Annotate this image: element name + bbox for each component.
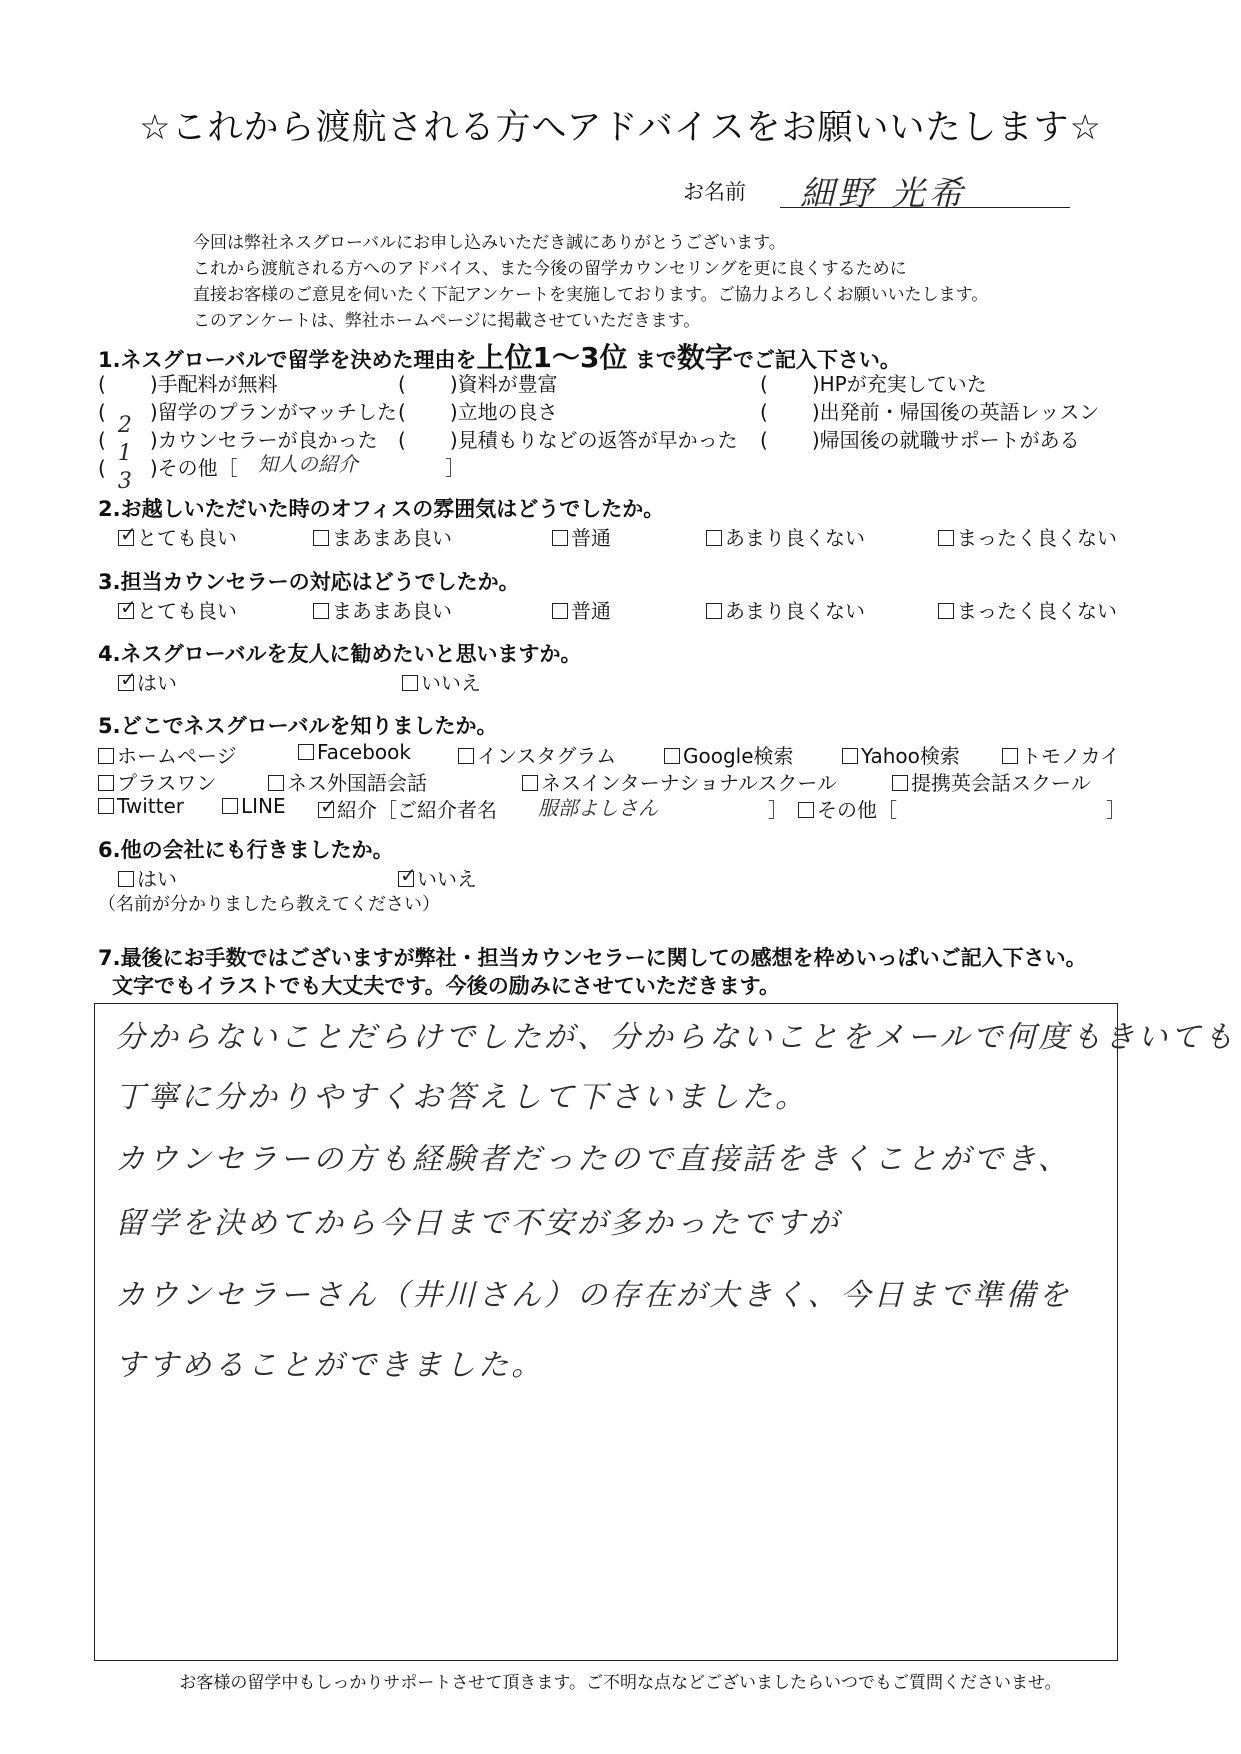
q3-option-very-good[interactable]: ✓とても良い <box>118 595 237 624</box>
q5-option-google[interactable]: Google検索 <box>664 740 794 769</box>
q3-option-not-good[interactable]: あまり良くない <box>706 595 865 624</box>
q5-option-plusone[interactable]: プラスワン <box>98 767 216 796</box>
checkbox[interactable] <box>842 748 858 764</box>
q2-option-not-good[interactable]: あまり良くない <box>706 522 865 551</box>
q5-referrer-value[interactable]: 服部よしさん <box>538 796 658 820</box>
checkbox[interactable] <box>664 748 680 764</box>
q4-option-no[interactable]: いいえ <box>402 667 481 696</box>
comment-line: すすめることができました。 <box>115 1348 545 1383</box>
comment-line: カウンセラーの方も経験者だったので直接話をきくことができ、 <box>115 1142 1071 1177</box>
intro-line: 今回は弊社ネスグローバルにお申し込みいただき誠にありがとうございます。 <box>193 233 786 253</box>
q5-other-close: ］ <box>1106 798 1126 822</box>
checkbox-checked[interactable] <box>318 802 334 818</box>
q5-option-partner-school[interactable]: 提携英会話スクール <box>892 767 1091 796</box>
checkbox-checked[interactable] <box>118 675 134 691</box>
q1-other-close: ］ <box>445 456 465 480</box>
checkbox[interactable] <box>552 530 568 546</box>
q5-option-line[interactable]: LINE <box>222 794 286 818</box>
q5-option-other[interactable]: その他［ <box>798 794 897 823</box>
checkbox[interactable] <box>938 603 954 619</box>
checkbox[interactable] <box>98 775 114 791</box>
checkbox-checked[interactable] <box>118 603 134 619</box>
question-2-label: 2.お越しいただいた時のオフィスの雰囲気はどうでしたか。 <box>98 497 665 521</box>
checkbox[interactable] <box>938 530 954 546</box>
intro-line: これから渡航される方へのアドバイス、また今後の留学カウンセリングを更に良くするために <box>193 259 907 279</box>
question-6-label: 6.他の会社にも行きましたか。 <box>98 838 394 862</box>
q1-option[interactable]: ( )資料が豊富 <box>398 372 558 396</box>
q3-option-fairly-good[interactable]: まあまあ良い <box>313 595 452 624</box>
q1-option[interactable]: ( )帰国後の就職サポートがある <box>760 428 1080 452</box>
q1-option[interactable]: ( )出発前・帰国後の英語レッスン <box>760 400 1100 424</box>
q1-option[interactable]: ( 1 )カウンセラーが良かった <box>98 428 378 466</box>
q6-note: （名前が分かりましたら教えてください） <box>98 894 440 915</box>
intro-line: 直接お客様のご意見を伺いたく下記アンケートを実施しております。ご協力よろしくお願いいたします。 <box>193 285 989 305</box>
name-value[interactable]: 細野 光希 <box>800 174 967 214</box>
checkbox-checked[interactable] <box>118 530 134 546</box>
q1-option[interactable]: ( )立地の良さ <box>398 400 558 424</box>
q5-option-tomonokai[interactable]: トモノカイ <box>1002 740 1120 769</box>
checkbox[interactable] <box>1002 748 1018 764</box>
comment-line: 丁寧に分かりやすくお答えして下さいました。 <box>115 1080 808 1115</box>
q5-option-facebook[interactable]: Facebook <box>298 740 411 764</box>
checkbox[interactable] <box>313 603 329 619</box>
question-3-label: 3.担当カウンセラーの対応はどうでしたか。 <box>98 570 520 594</box>
q2-option-fairly-good[interactable]: まあまあ良い <box>313 522 452 551</box>
checkbox[interactable] <box>706 530 722 546</box>
q2-option-very-good[interactable]: ✓とても良い <box>118 522 237 551</box>
q5-option-referral[interactable]: ✓ 紹介［ご紹介者名 <box>318 794 497 823</box>
q6-option-no[interactable]: ✓ いいえ <box>398 863 477 892</box>
checkbox[interactable] <box>222 798 238 814</box>
q5-option-homepage[interactable]: ホームページ <box>98 740 237 769</box>
q6-option-yes[interactable]: はい <box>118 863 177 892</box>
question-7-sublabel: 文字でもイラストでも大丈夫です。今後の励みにさせていただきます。 <box>112 974 781 998</box>
checkbox[interactable] <box>98 748 114 764</box>
checkbox[interactable] <box>458 748 474 764</box>
page-title: ☆これから渡航される方へアドバイスをお願いいたします☆ <box>139 108 1102 148</box>
q5-option-ness-language[interactable]: ネス外国語会話 <box>268 767 427 796</box>
q1-option[interactable]: ( 2 )留学のプランがマッチした <box>98 400 397 438</box>
checkbox[interactable] <box>98 798 114 814</box>
checkbox[interactable] <box>268 775 284 791</box>
checkbox[interactable] <box>892 775 908 791</box>
q5-referrer-close: ］ <box>768 798 788 822</box>
q5-option-twitter[interactable]: Twitter <box>98 794 184 818</box>
question-5-label: 5.どこでネスグローバルを知りましたか。 <box>98 714 498 738</box>
question-7-label: 7.最後にお手数ではございますが弊社・担当カウンセラーに関しての感想を枠めいっぱいご記入下さい。 <box>98 946 1087 970</box>
footer-note: お客様の留学中もしっかりサポートさせて頂きます。ご不明な点などございましたらいつでもご質問くださいませ。 <box>179 1673 1062 1693</box>
q1-other-value[interactable]: 知人の紹介 <box>258 452 358 476</box>
q3-option-normal[interactable]: 普通 <box>552 595 611 624</box>
q1-option[interactable]: ( )見積もりなどの返答が早かった <box>398 428 738 452</box>
checkbox[interactable] <box>298 744 314 760</box>
q2-option-very-bad[interactable]: まったく良くない <box>938 522 1117 551</box>
comment-line: カウンセラーさん（井川さん）の存在が大きく、今日まで準備を <box>115 1278 1072 1313</box>
q5-option-yahoo[interactable]: Yahoo検索 <box>842 740 960 769</box>
checkbox[interactable] <box>706 603 722 619</box>
question-4-label: 4.ネスグローバルを友人に勧めたいと思いますか。 <box>98 642 582 666</box>
checkbox[interactable] <box>798 802 814 818</box>
intro-line: このアンケートは、弊社ホームページに掲載させていただきます。 <box>193 311 701 331</box>
q2-option-normal[interactable]: 普通 <box>552 522 611 551</box>
question-1-label: 1.ネスグローバルで留学を決めた理由を上位1～3位 まで数字でご記入下さい。 <box>98 341 901 374</box>
checkbox[interactable] <box>118 871 134 887</box>
q5-option-ness-international[interactable]: ネスインターナショナルスクール <box>522 767 837 796</box>
checkbox[interactable] <box>313 530 329 546</box>
q3-option-very-bad[interactable]: まったく良くない <box>938 595 1117 624</box>
checkbox[interactable] <box>402 675 418 691</box>
q4-option-yes[interactable]: ✓はい <box>118 667 177 696</box>
checkbox[interactable] <box>522 775 538 791</box>
q1-other-option[interactable]: ( 3 )その他［ <box>98 456 238 494</box>
comment-line: 留学を決めてから今日まで不安が多かったですが <box>115 1206 841 1241</box>
q1-option[interactable]: ( )手配料が無料 <box>98 372 278 396</box>
q5-option-instagram[interactable]: インスタグラム <box>458 740 616 769</box>
checkbox-checked[interactable] <box>398 871 414 887</box>
checkbox[interactable] <box>552 603 568 619</box>
name-label: お名前 <box>683 180 746 204</box>
comment-line: 分からないことだらけでしたが、分からないことをメールで何度もきいても <box>115 1020 1237 1055</box>
q1-option[interactable]: ( )HPが充実していた <box>760 372 987 396</box>
